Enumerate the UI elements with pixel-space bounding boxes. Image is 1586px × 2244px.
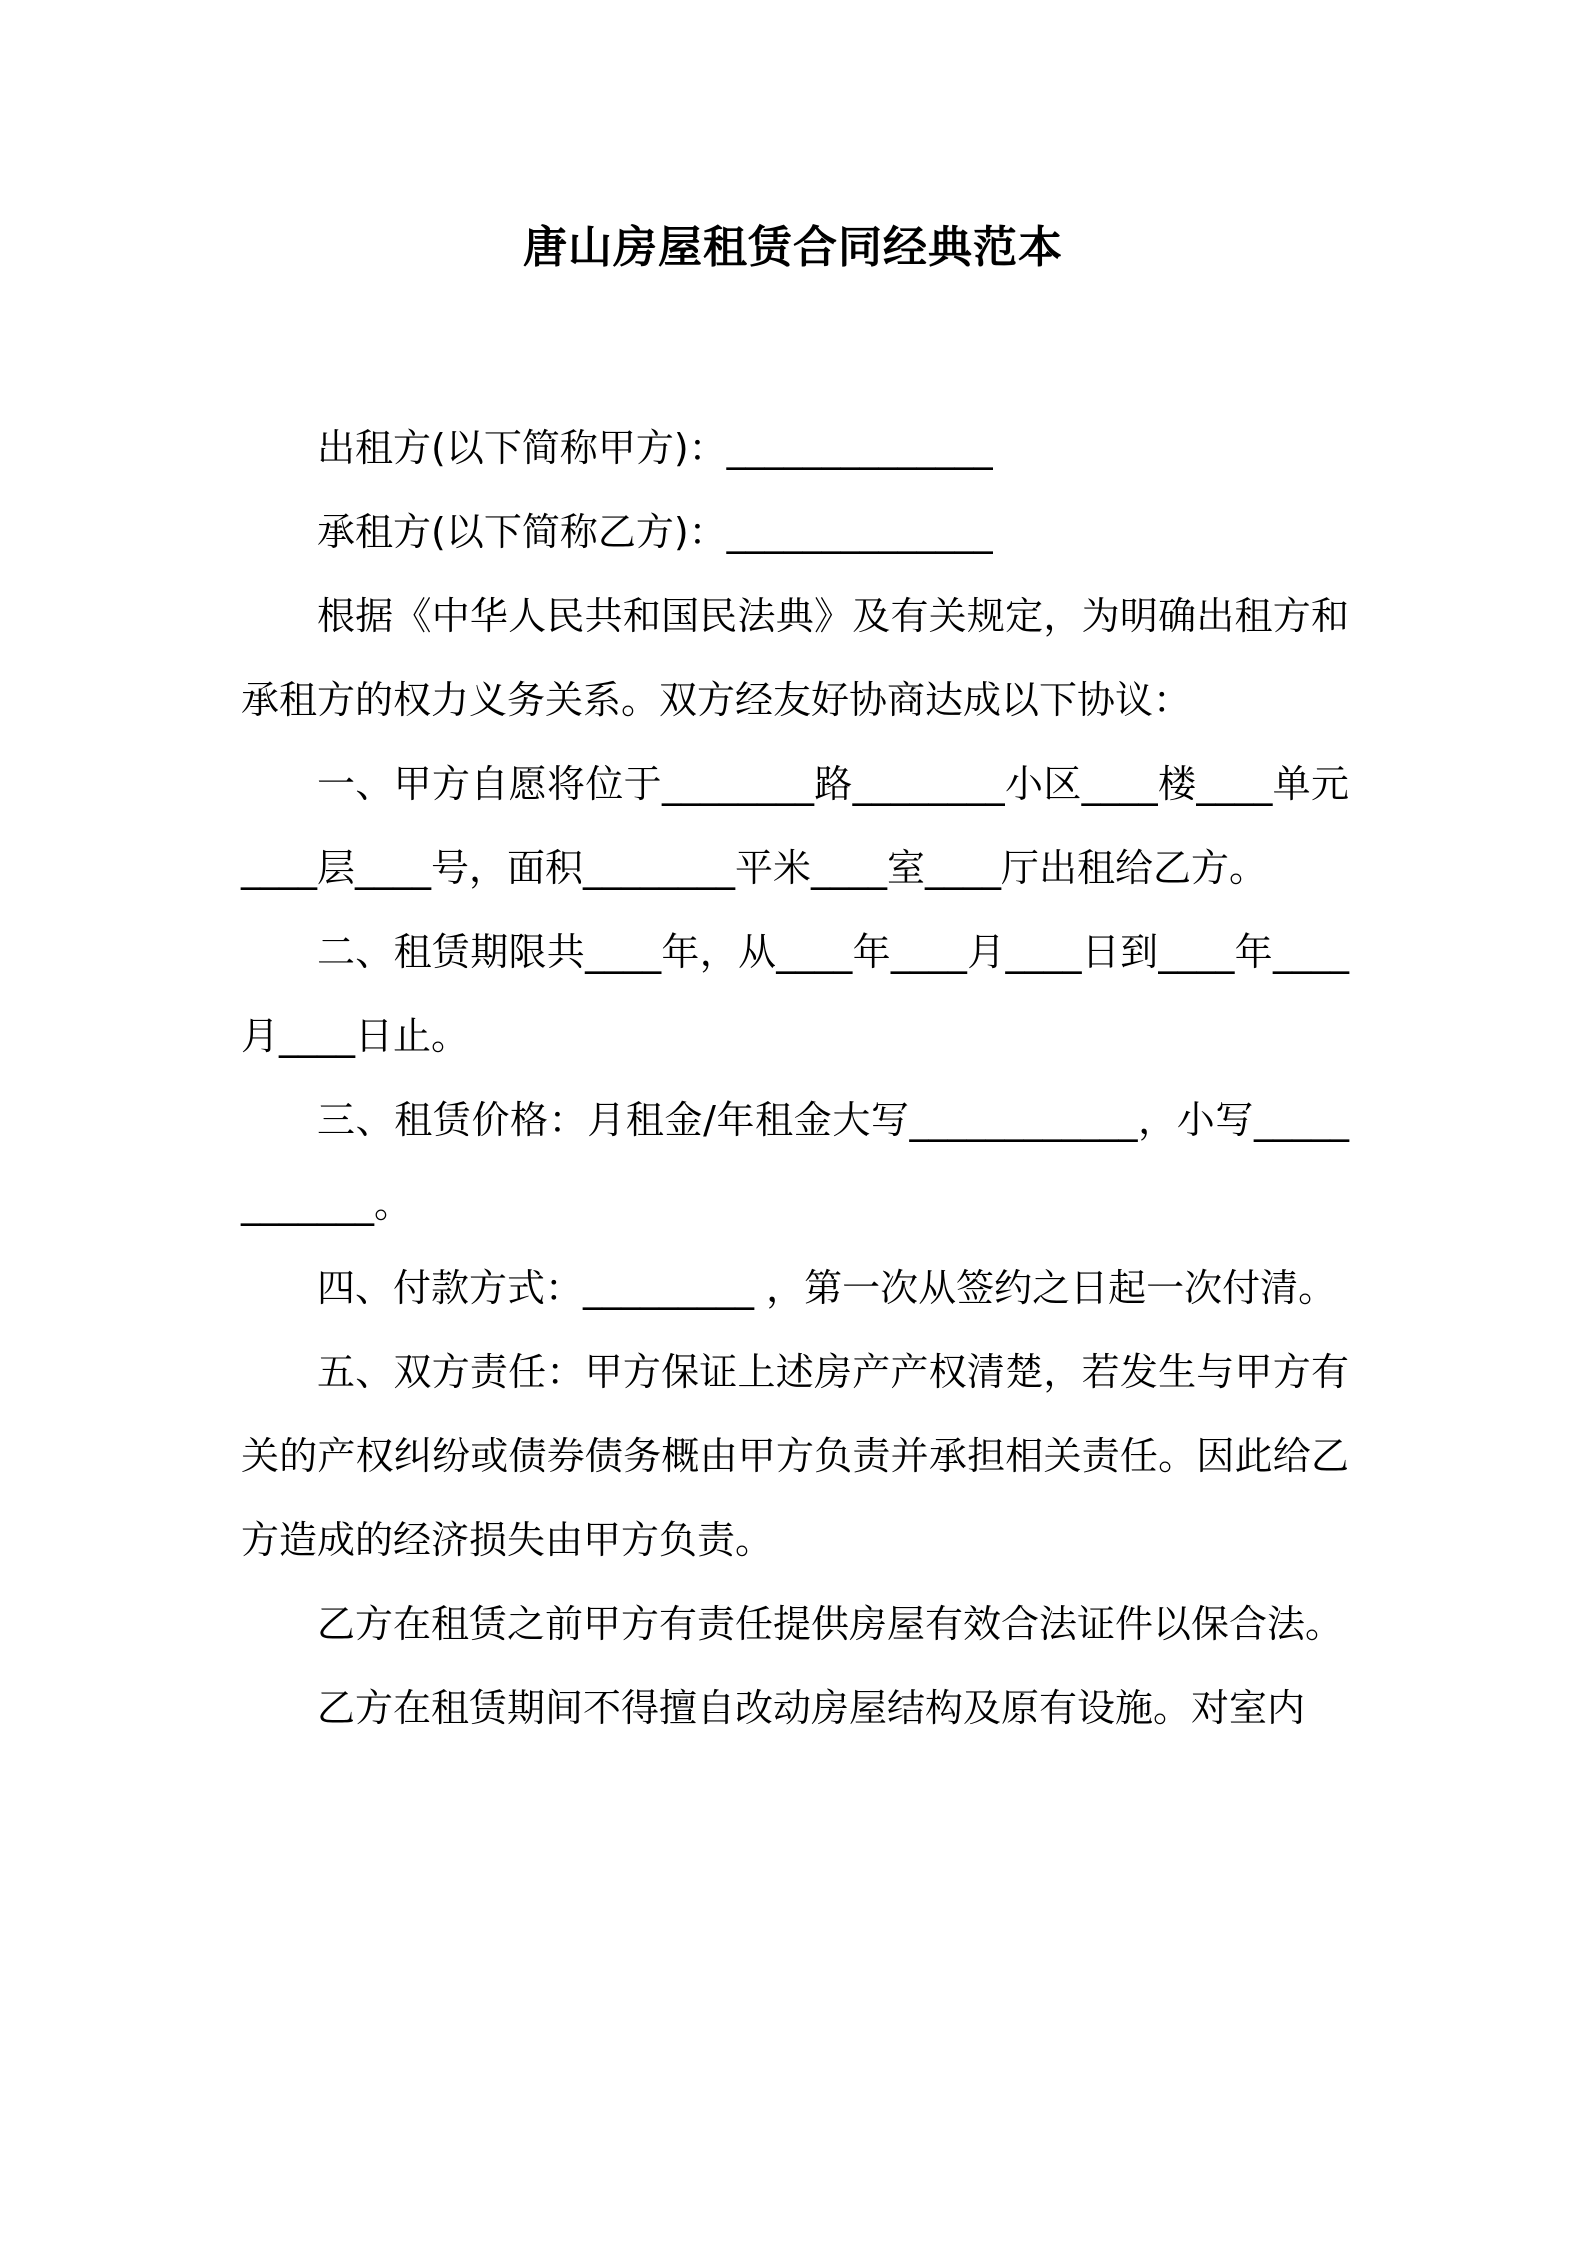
paragraph-preamble: 根据《中华人民共和国民法典》及有关规定，为明确出租方和承租方的权力义务关系。双方经友好协商达成以下协议：	[241, 594, 1349, 722]
clause-property-location: 一、甲方自愿将位于________路________小区____楼____单元____层____号，面积________平米____室____厅出租给乙方。	[241, 762, 1349, 890]
document-body	[241, 406, 1349, 1750]
paragraph-no-alterations: 乙方在租赁期间不得擅自改动房屋结构及原有设施。对室内	[317, 1686, 1306, 1730]
clause-payment-method: 四、付款方式：_________ ，第一次从签约之日起一次付清。	[317, 1266, 1337, 1310]
paragraph-legal-documents: 乙方在租赁之前甲方有责任提供房屋有效合法证件以保合法。	[317, 1602, 1344, 1646]
clause-responsibilities: 五、双方责任：甲方保证上述房产产权清楚，若发生与甲方有关的产权纠纷或债券债务概由甲方负责并承担相关责任。因此给乙方造成的经济损失由甲方负责。	[241, 1350, 1349, 1562]
clause-rent-price: 三、租赁价格：月租金/年租金大写____________，小写____________。	[241, 1098, 1349, 1226]
clause-lease-term: 二、租赁期限共____年，从____年____月____日到____年____月____日止。	[241, 930, 1349, 1058]
paragraph-lessee: 承租方(以下简称乙方)：______________	[317, 510, 993, 554]
paragraph-lessor: 出租方(以下简称甲方)：______________	[317, 426, 993, 470]
document-title: 唐山房屋租赁合同经典范本	[523, 222, 1063, 273]
